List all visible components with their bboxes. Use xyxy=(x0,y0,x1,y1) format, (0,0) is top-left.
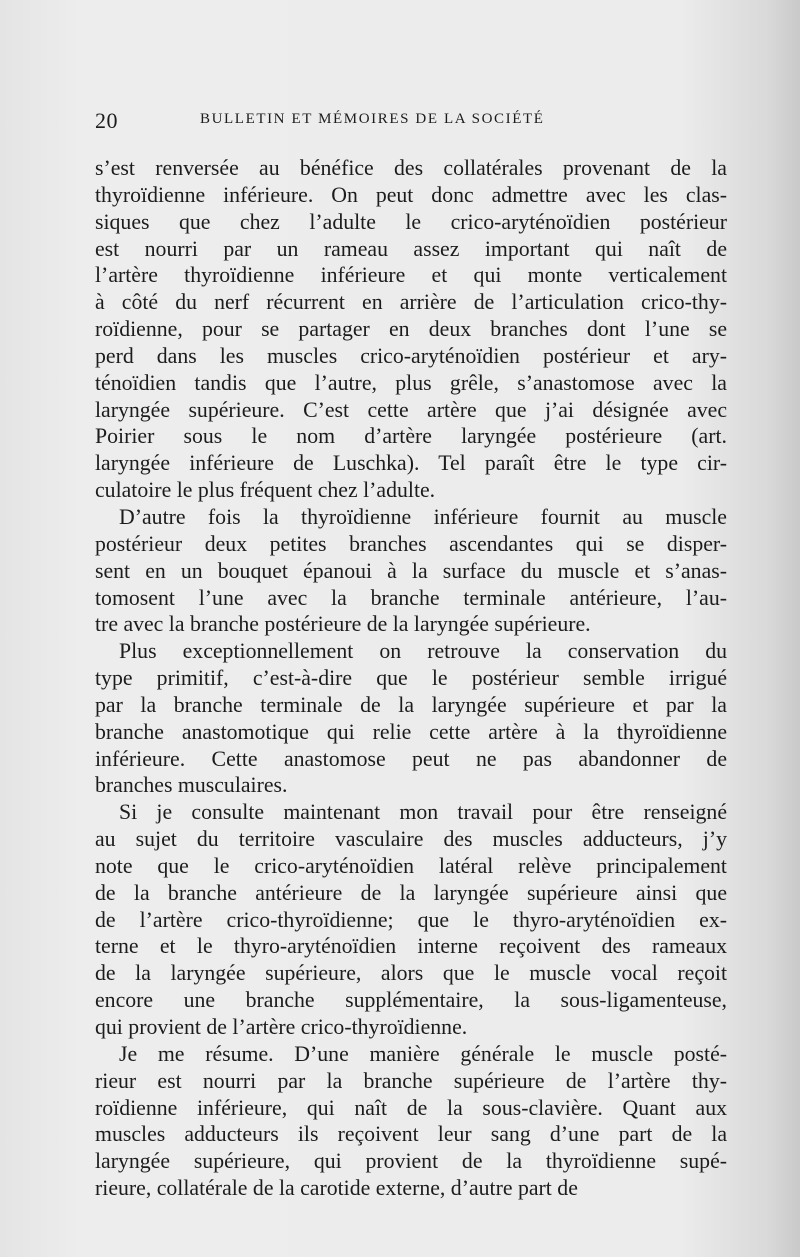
text-line: terne et le thyro-aryténoïdien interne reçoivent des rameaux xyxy=(95,934,727,959)
running-head-title: BULLETIN ET MÉMOIRES DE LA SOCIÉTÉ xyxy=(200,111,545,127)
text-line: type primitif, c’est-à-dire que le postérieur semble irrigué xyxy=(95,666,727,691)
text-line: thyroïdienne inférieure. On peut donc admettre avec les clas- xyxy=(95,182,727,207)
text-line: est nourri par un rameau assez important qui naît de xyxy=(95,236,727,261)
text-line: perd dans les muscles crico-aryténoïdien postérieur et ary- xyxy=(95,343,727,368)
text-line: Poirier sous le nom d’artère laryngée postérieure (art. xyxy=(95,424,727,449)
paragraph xyxy=(95,1041,727,1202)
text-line: de l’artère crico-thyroïdienne; que le thyro-aryténoïdien ex- xyxy=(95,907,727,932)
paragraph xyxy=(95,638,727,799)
text-line: tre avec la branche postérieure de la laryngée supérieure. xyxy=(95,612,591,637)
paragraph xyxy=(95,799,727,1041)
text-line: de la branche antérieure de la laryngée supérieure ainsi que xyxy=(95,880,727,905)
text-line: Plus exceptionnellement on retrouve la conservation du xyxy=(119,639,727,664)
text-line: inférieure. Cette anastomose peut ne pas abandonner de xyxy=(95,746,727,771)
text-line: au sujet du territoire vasculaire des muscles adducteurs, j’y xyxy=(95,827,727,852)
text-line: tomosent l’une avec la branche terminale antérieure, l’au- xyxy=(95,585,727,610)
paragraph xyxy=(95,155,727,504)
text-line: l’artère thyroïdienne inférieure et qui monte verticalement xyxy=(95,263,727,288)
text-line: Si je consulte maintenant mon travail pour être renseigné xyxy=(119,800,727,825)
text-line: postérieur deux petites branches ascendantes qui se disper- xyxy=(95,531,727,556)
text-line: à côté du nerf récurrent en arrière de l’articulation crico-thy- xyxy=(95,290,727,315)
text-line: sent en un bouquet épanoui à la surface du muscle et s’anas- xyxy=(95,558,727,583)
page-number: 20 xyxy=(95,108,118,133)
text-line: Je me résume. D’une manière générale le muscle posté- xyxy=(119,1041,727,1066)
text-line: branches musculaires. xyxy=(95,773,288,798)
text-line: roïdienne inférieure, qui naît de la sous-clavière. Quant aux xyxy=(95,1095,727,1120)
paragraph xyxy=(95,504,727,638)
text-line: muscles adducteurs ils reçoivent leur sang d’une part de la xyxy=(95,1122,727,1147)
text-line: qui provient de l’artère crico-thyroïdienne. xyxy=(95,1015,468,1039)
text-line: laryngée supérieure. C’est cette artère que j’ai désignée avec xyxy=(95,397,727,422)
text-line: note que le crico-aryténoïdien latéral relève principalement xyxy=(95,853,727,878)
text-line: laryngée inférieure de Luschka). Tel paraît être le type cir- xyxy=(95,451,727,476)
text-line: s’est renversée au bénéfice des collatérales provenant de la xyxy=(95,156,727,180)
text-line: D’autre fois la thyroïdienne inférieure fournit au muscle xyxy=(119,504,727,529)
text-line: rieure, collatérale de la carotide externe, d’autre part de xyxy=(95,1176,578,1201)
text-line: encore une branche supplémentaire, la sous-ligamenteuse, xyxy=(95,988,727,1013)
text-line: laryngée supérieure, qui provient de la thyroïdienne supé- xyxy=(95,1149,727,1174)
text-line: branche anastomotique qui relie cette artère à la thyroïdienne xyxy=(95,719,727,744)
text-line: roïdienne, pour se partager en deux branches dont l’une se xyxy=(95,317,727,342)
text-line: par la branche terminale de la laryngée supérieure et par la xyxy=(95,692,727,717)
text-line: siques que chez l’adulte le crico-aryténoïdien postérieur xyxy=(95,209,727,234)
text-line: ténoïdien tandis que l’autre, plus grêle, s’anastomose avec la xyxy=(95,370,727,395)
text-line: de la laryngée supérieure, alors que le muscle vocal reçoit xyxy=(95,961,727,986)
body-text xyxy=(95,155,727,1202)
text-line: rieur est nourri par la branche supérieure de l’artère thy- xyxy=(95,1068,727,1093)
running-head xyxy=(95,108,720,136)
text-line: culatoire le plus fréquent chez l’adulte. xyxy=(95,478,436,503)
